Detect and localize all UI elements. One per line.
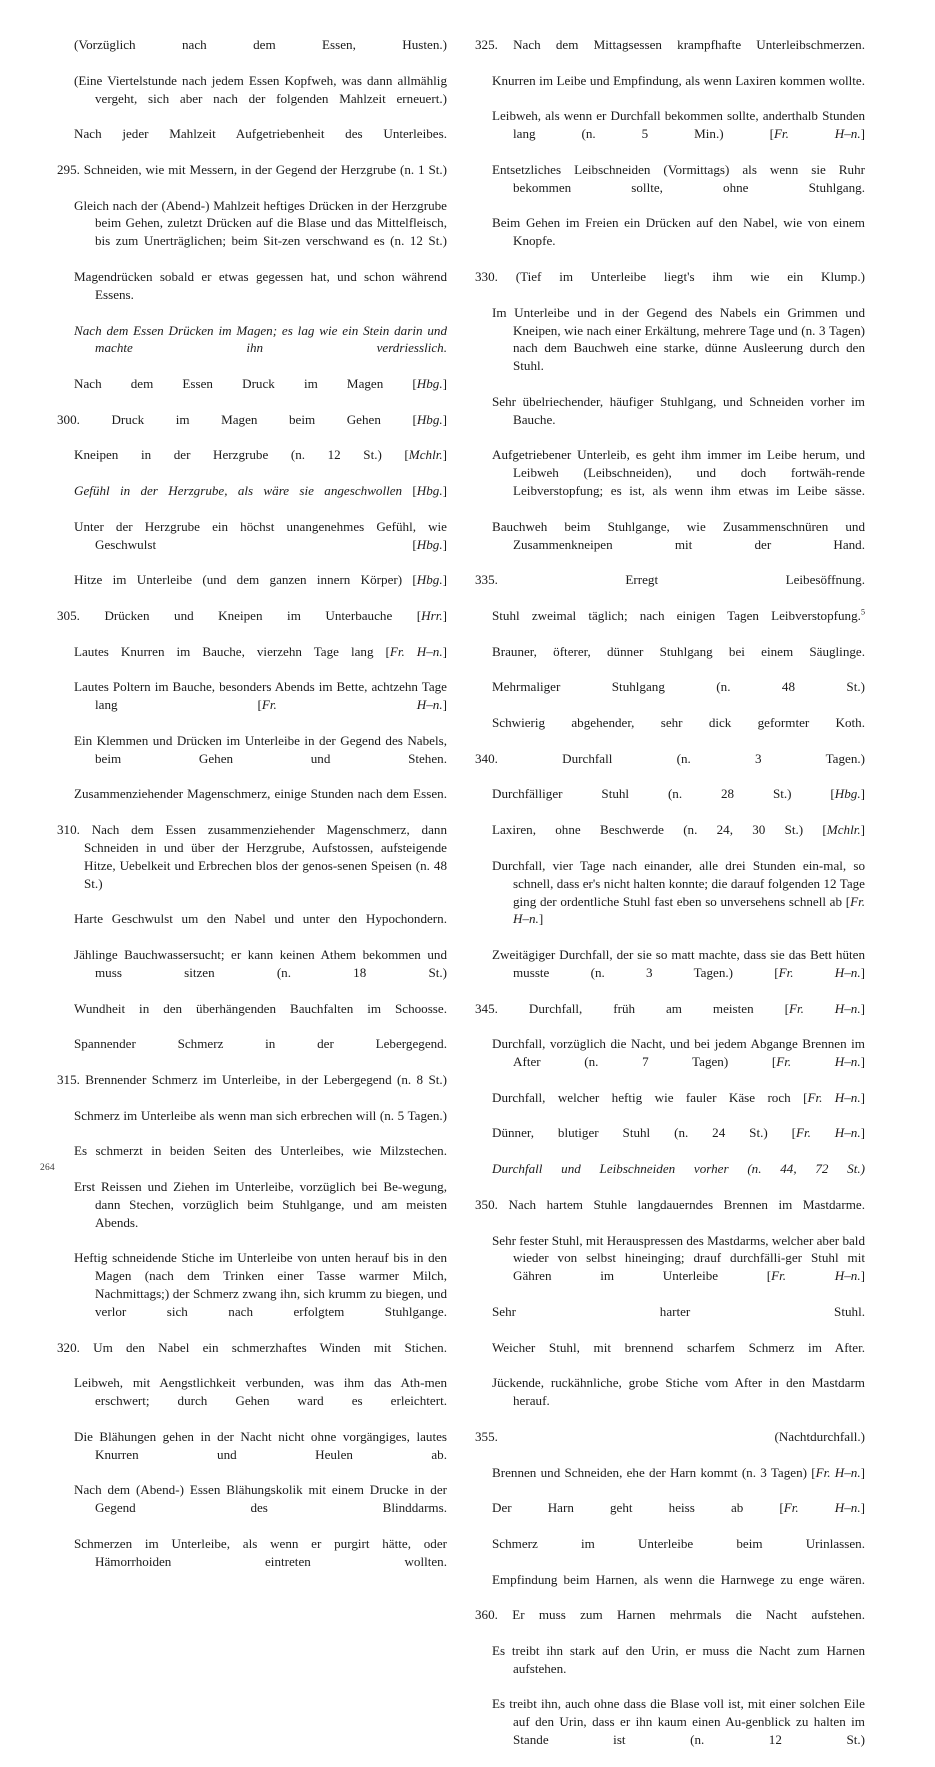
symptom-entry: [475, 1642, 865, 1696]
symptom-entry: [57, 571, 447, 607]
source-bracket-open: [: [767, 1125, 796, 1141]
source-bracket-close: ]: [860, 1268, 865, 1284]
source-bracket-close: ]: [442, 483, 447, 499]
symptom-entry: [475, 304, 865, 393]
entry-text: Schmerz im Unterleibe beim Urinlassen.: [492, 1535, 865, 1551]
source-bracket-close: ]: [442, 608, 447, 623]
entry-number: 345.: [475, 1000, 529, 1016]
entry-text: Knurren im Leibe und Empfindung, als wenn Laxiren kommen wollte.: [492, 72, 865, 88]
symptom-entry: [57, 482, 447, 518]
symptom-entry: [475, 214, 865, 268]
source-bracket-open: [: [753, 1000, 789, 1016]
entry-text: Ein Klemmen und Drücken im Unterleibe in der Gegend des Nabels, beim Gehen und Stehen.: [74, 732, 447, 766]
symptom-entry: [475, 785, 865, 821]
entry-text: (Vorzüglich nach dem Essen, Husten.): [74, 37, 447, 52]
entry-text: Kneipen in der Herzgrube (n. 12 St.): [74, 447, 382, 463]
entry-text: Laxiren, ohne Beschwerde (n. 24, 30 St.): [492, 822, 804, 838]
symptom-entry: [475, 161, 865, 215]
entry-text: Es schmerzt in beiden Seiten des Unterleibes, wie Milzstechen.: [74, 1143, 447, 1159]
source-bracket-open: [: [807, 1464, 816, 1480]
source-abbreviation: Fr. H–n.: [513, 893, 865, 927]
symptom-entry: [57, 678, 447, 732]
symptom-entry: [57, 1428, 447, 1482]
symptom-entry: [57, 446, 447, 482]
source-abbreviation: Fr. H–n.: [788, 1000, 861, 1016]
entry-text: (Tief im Unterleibe liegt's ihm wie ein Klump.): [515, 268, 865, 284]
symptom-entry-numbered: [475, 1196, 865, 1232]
symptom-entry: [57, 1000, 447, 1036]
symptom-entry: [475, 607, 865, 643]
symptom-entry-numbered: [475, 1428, 865, 1464]
entry-text: Bauchweh beim Stuhlgange, wie Zusammenschnüren und Zusammenkneipen mit der Hand.: [492, 518, 865, 552]
source-bracket-open: [: [842, 893, 851, 909]
entry-text: Nach dem Essen Drücken im Magen; es lag wie ein Stein darin und machte ihn verdriesslich.: [74, 322, 447, 356]
symptom-entry: [57, 72, 447, 126]
entry-text: Drücken und Kneipen im Unterbauche: [104, 608, 393, 623]
entry-number: 325.: [475, 37, 514, 52]
entry-text: Wundheit in den überhängenden Bauchfalten im Schoosse.: [74, 1000, 447, 1016]
source-abbreviation: Fr. H–n.: [795, 1125, 861, 1141]
source-bracket-open: [: [383, 376, 417, 392]
symptom-entry-numbered: [57, 411, 447, 447]
symptom-entry: [475, 518, 865, 572]
symptom-entry: [57, 268, 447, 322]
entry-text: Nach dem Mittagsessen krampfhafte Unterleibschmerzen.: [513, 37, 865, 52]
symptom-entry: [475, 1499, 865, 1535]
entry-text: Durchfall, welcher heftig wie fauler Käse roch: [492, 1089, 791, 1105]
symptom-entry-numbered: [475, 571, 865, 607]
source-bracket-close: ]: [860, 1464, 866, 1480]
text-column-right: [475, 36, 865, 1767]
source-bracket-open: [: [718, 1268, 772, 1284]
symptom-entry: [57, 1107, 447, 1143]
symptom-entry: [57, 785, 447, 821]
symptom-entry-numbered: [57, 607, 447, 643]
source-abbreviation: Hbg.: [834, 786, 861, 802]
symptom-entry: [57, 1035, 447, 1071]
entry-text: Schmerz im Unterleibe als wenn man sich erbrechen will (n. 5 Tagen.): [74, 1107, 447, 1123]
source-abbreviation: Fr. H–n.: [778, 964, 861, 980]
entry-text: Nach dem Essen zusammenziehender Magenschmerz, dann Schneiden in und über der Herzgrube, Aufstossen, aufsteigende Hitze, Uebelkeit und Erbrechen blos der genos-senen Speisen (n. 48 St.): [84, 822, 448, 891]
entry-number: 360.: [475, 1607, 513, 1623]
source-bracket-close: ]: [860, 1000, 866, 1016]
entry-text: Der Harn geht heiss ab: [492, 1500, 744, 1516]
entry-text: Die Blähungen gehen in der Nacht nicht ohne vorgängiges, lautes Knurren und Heulen ab.: [74, 1428, 447, 1462]
source-abbreviation: Hbg.: [416, 536, 443, 552]
entry-text: Durchfall und Leibschneiden vorher (n. 44, 72 St.): [492, 1161, 865, 1177]
entry-text: Brauner, öfterer, dünner Stuhlgang bei einem Säuglinge.: [492, 643, 865, 659]
source-bracket-close: ]: [442, 411, 448, 427]
source-bracket-close: ]: [442, 447, 447, 463]
symptom-entry: [57, 732, 447, 786]
entry-text: Mehrmaliger Stuhlgang (n. 48 St.): [492, 679, 865, 695]
source-bracket-open: [: [743, 1500, 784, 1516]
entry-number: 330.: [475, 268, 516, 284]
entry-text: (Nachtdurchfall.): [774, 1428, 865, 1444]
source-abbreviation: Fr. H–n.: [261, 697, 443, 713]
source-bracket-open: [: [791, 786, 835, 802]
source-abbreviation: Hbg.: [416, 376, 443, 392]
entry-number: 340.: [475, 750, 563, 766]
entry-text: (Eine Viertelstunde nach jedem Essen Kopfweh, was dann allmählig vergeht, sich aber nach der folgenden Mahlzeit erneuert.): [74, 72, 447, 106]
source-bracket-open: [: [117, 697, 262, 713]
source-bracket-close: ]: [860, 126, 866, 142]
entry-number: 310.: [57, 822, 92, 838]
symptom-entry-numbered: [57, 821, 447, 910]
entry-number: 315.: [57, 1071, 86, 1087]
symptom-entry: [475, 446, 865, 517]
symptom-entry: [57, 1535, 447, 1589]
entry-text: Druck im Magen beim Gehen: [111, 411, 381, 427]
symptom-entry: [57, 910, 447, 946]
entry-number: 295.: [57, 161, 84, 177]
two-column-text-body: [0, 36, 935, 1767]
entry-text: Heftig schneidende Stiche im Unterleibe von unten herauf bis in den Magen (nach dem Trinken einer Tasse warmer Milch, Nachmittags;) der Schmerz zwang ihn, sich krumm zu biegen, und verlor sich nach erfolgtem Stuhlgange.: [74, 1250, 447, 1319]
source-bracket-open: [: [381, 447, 409, 463]
symptom-entry: [475, 714, 865, 750]
entry-text: Beim Gehen im Freien ein Drücken auf den Nabel, wie von einem Knopfe.: [492, 215, 865, 249]
symptom-entry: [475, 857, 865, 946]
source-abbreviation: Hbg.: [416, 572, 443, 588]
source-abbreviation: Fr. H–n.: [776, 1054, 861, 1070]
symptom-entry: [475, 1535, 865, 1571]
entry-number: 335.: [475, 572, 626, 588]
symptom-entry: [57, 1142, 447, 1178]
entry-text: Gleich nach der (Abend-) Mahlzeit heftiges Drücken in der Herzgrube beim Gehen, zuletzt Drücken auf die Blase und das Mittelfleisch, bis zum Unerträglichen; beim Sit-zen verschwand es (n. 12 St.): [74, 197, 447, 249]
source-bracket-open: [: [373, 643, 390, 659]
source-bracket-open: [: [402, 572, 417, 588]
symptom-entry: [475, 1124, 865, 1160]
symptom-entry: [475, 821, 865, 857]
entry-text: Erregt Leibesöffnung.: [625, 572, 865, 588]
symptom-entry: [57, 1481, 447, 1535]
entry-text: Zusammenziehender Magenschmerz, einige Stunden nach dem Essen.: [74, 786, 447, 802]
entry-text: Durchfall, vorzüglich die Nacht, und bei jedem Abgange Brennen im After (n. 7 Tagen): [492, 1036, 865, 1070]
source-bracket-open: [: [392, 608, 422, 623]
entry-text: Nach jeder Mahlzeit Aufgetriebenheit des Unterleibes.: [74, 126, 447, 142]
symptom-entry-numbered: [475, 1606, 865, 1642]
entry-text: Es treibt ihn stark auf den Urin, er muss die Nacht zum Harnen aufstehen.: [492, 1642, 865, 1676]
entry-text: Nach dem Essen Druck im Magen: [74, 376, 384, 392]
entry-text: Durchfall, früh am meisten: [528, 1000, 754, 1016]
entry-text: Schneiden, wie mit Messern, in der Gegend der Herzgrube (n. 1 St.): [83, 161, 448, 177]
source-abbreviation: Fr. H–n.: [783, 1500, 861, 1516]
source-bracket-open: [: [380, 411, 417, 427]
entry-number: 350.: [475, 1196, 509, 1212]
entry-text: Im Unterleibe und in der Gegend des Nabels ein Grimmen und Kneipen, wie nach einer Erkältung, mehrere Tage und (n. 3 Tagen) nach dem Bauchweh eine starke, dünne Ausleerung durch den Stuhl.: [492, 304, 865, 374]
footnote-marker: 5: [860, 607, 865, 617]
source-bracket-close: ]: [442, 572, 447, 588]
entry-text: Hitze im Unterleibe (und dem ganzen innern Körper): [74, 572, 403, 588]
source-bracket-open: [: [733, 964, 779, 980]
entry-text: Magendrücken sobald er etwas gegessen hat, und schon während Essens.: [74, 268, 447, 302]
source-bracket-open: [: [803, 822, 827, 838]
source-bracket-close: ]: [442, 536, 447, 552]
source-bracket-open: [: [728, 1054, 777, 1070]
entry-text: Stuhl zweimal täglich; nach einigen Tagen Leibverstopfung.: [492, 608, 861, 623]
symptom-entry: [475, 393, 865, 447]
entry-text: Brennender Schmerz im Unterleibe, in der Lebergegend (n. 8 St.): [85, 1071, 448, 1087]
source-bracket-close: ]: [860, 1125, 865, 1141]
symptom-entry-numbered: [475, 750, 865, 786]
entry-text: Lautes Poltern im Bauche, besonders Abends im Bette, achtzehn Tage lang: [74, 679, 447, 713]
symptom-entry-numbered: [475, 1000, 865, 1036]
symptom-entry: [57, 197, 447, 268]
entry-text: Durchfälliger Stuhl (n. 28 St.): [492, 786, 792, 802]
entry-text: Sehr übelriechender, häufiger Stuhlgang, und Schneiden vorher im Bauche.: [492, 393, 865, 427]
source-bracket-open: [: [402, 483, 417, 499]
source-abbreviation: Fr. H–n.: [389, 643, 443, 659]
symptom-entry-numbered: [57, 161, 447, 197]
symptom-entry: [57, 322, 447, 376]
symptom-entry-numbered: [57, 1339, 447, 1375]
entry-text: Entsetzliches Leibschneiden (Vormittags) als wenn sie Ruhr bekommen sollte, ohne Stuhlgang.: [492, 161, 865, 195]
entry-text: Leibweh, als wenn er Durchfall bekommen sollte, anderthalb Stunden lang (n. 5 Min.): [492, 108, 865, 142]
source-bracket-close: ]: [442, 643, 447, 659]
source-bracket-open: [: [156, 536, 417, 552]
source-bracket-close: ]: [442, 376, 447, 392]
entry-text: Unter der Herzgrube ein höchst unangenehmes Gefühl, wie Geschwulst: [74, 518, 447, 552]
source-bracket-close: ]: [860, 1089, 865, 1105]
symptom-entry: [475, 1303, 865, 1339]
symptom-entry-numbered: [475, 268, 865, 304]
source-abbreviation: Fr. H–n.: [773, 126, 861, 142]
symptom-entry: [57, 36, 447, 72]
entry-text: Schwierig abgehender, sehr dick geformter Koth.: [492, 715, 865, 731]
entry-text: Leibweh, mit Aengstlichkeit verbunden, was ihm das Ath-men erschwert; durch Gehen ward es erleichtert.: [74, 1375, 447, 1409]
entry-text: Spannender Schmerz in der Lebergegend.: [74, 1036, 447, 1052]
symptom-entry: [57, 1249, 447, 1338]
entry-text: Zweitägiger Durchfall, der sie so matt machte, dass sie das Bett hüten musste (n. 3 Tagen.): [492, 947, 865, 980]
entry-number: 320.: [57, 1339, 94, 1355]
source-abbreviation: Hbg.: [416, 411, 443, 427]
entry-text: Lautes Knurren im Bauche, vierzehn Tage lang: [74, 643, 374, 659]
symptom-entry: [475, 1160, 865, 1196]
source-bracket-close: ]: [442, 697, 448, 713]
symptom-entry: [475, 1571, 865, 1607]
page-number: 264: [40, 1163, 55, 1173]
entry-text: Durchfall (n. 3 Tagen.): [562, 750, 866, 766]
entry-text: Sehr harter Stuhl.: [492, 1303, 865, 1319]
source-abbreviation: Hrr.: [421, 608, 443, 623]
source-abbreviation: Fr. H–n.: [771, 1268, 861, 1284]
entry-number: 300.: [57, 411, 112, 427]
symptom-entry: [475, 1464, 865, 1500]
symptom-entry: [475, 946, 865, 1000]
symptom-entry: [475, 1695, 865, 1766]
entry-number: 355.: [475, 1428, 775, 1444]
source-abbreviation: Fr. H–n.: [815, 1464, 861, 1480]
source-abbreviation: Hbg.: [416, 483, 443, 499]
symptom-entry: [57, 375, 447, 411]
entry-text: Nach dem (Abend-) Essen Blähungskolik mit einem Drucke in der Gegend des Blinddarms.: [74, 1482, 447, 1516]
symptom-entry: [57, 1178, 447, 1249]
entry-text: Um den Nabel ein schmerzhaftes Winden mit Stichen.: [93, 1339, 447, 1355]
source-bracket-close: ]: [860, 1054, 865, 1070]
symptom-entry: [475, 1035, 865, 1089]
entry-text: Erst Reissen und Ziehen im Unterleibe, vorzüglich bei Be-wegung, dann Stechen, vorzüglich beim Stuhlgange, und am meisten Abends.: [74, 1179, 447, 1230]
symptom-entry: [57, 518, 447, 572]
entry-text: Durchfall, vier Tage nach einander, alle drei Stunden ein-mal, so schnell, dass er's nicht halten konnte; die darauf folgenden 12 Tage ging der ordentliche Stuhl fast eben so unversehens schnell ab: [492, 857, 865, 909]
entry-text: Brennen und Schneiden, ehe der Harn kommt (n. 3 Tagen): [492, 1464, 807, 1480]
entry-text: Nach hartem Stuhle langdauerndes Brennen im Mastdarme.: [508, 1196, 865, 1212]
source-bracket-close: ]: [538, 911, 544, 927]
source-bracket-open: [: [790, 1089, 808, 1105]
source-bracket-close: ]: [860, 786, 865, 802]
entry-number: 305.: [57, 608, 105, 623]
symptom-entry-numbered: [475, 36, 865, 72]
symptom-entry: [57, 1374, 447, 1428]
source-bracket-close: ]: [860, 822, 865, 838]
entry-text: Jückende, ruckähnliche, grobe Stiche vom After in den Mastdarm herauf.: [492, 1375, 865, 1409]
source-abbreviation: Mchlr.: [826, 822, 861, 838]
source-bracket-close: ]: [860, 1500, 865, 1516]
entry-text: Weicher Stuhl, mit brennend scharfem Schmerz im After.: [492, 1339, 865, 1355]
symptom-entry: [475, 72, 865, 108]
entry-text: Es treibt ihn, auch ohne dass die Blase voll ist, mit einer solchen Eile auf den Urin, dass er ihn kaum einen Au-genblick zu halten im Stande ist (n. 12 St.): [492, 1696, 865, 1748]
source-abbreviation: Fr. H–n.: [807, 1089, 861, 1105]
source-abbreviation: Mchlr.: [408, 447, 443, 463]
symptom-entry: [57, 946, 447, 1000]
entry-text: Er muss zum Harnen mehrmals die Nacht aufstehen.: [512, 1607, 866, 1623]
symptom-entry: [475, 1339, 865, 1375]
entry-text: Dünner, blutiger Stuhl (n. 24 St.): [492, 1125, 768, 1141]
entry-text: Sehr fester Stuhl, mit Herauspressen des Mastdarms, welcher aber bald wieder von selbst hineinging; drauf durchfälli-ger Stuhl mit Gähren im Unterleibe: [492, 1232, 865, 1284]
entry-text: Empfindung beim Harnen, als wenn die Harnwege zu enge wären.: [492, 1571, 865, 1587]
entry-text: Schmerzen im Unterleibe, als wenn er purgirt hätte, oder Hämorrhoiden eintreten wollten.: [74, 1535, 447, 1569]
symptom-entry-numbered: [57, 1071, 447, 1107]
symptom-entry: [57, 125, 447, 161]
symptom-entry: [475, 1374, 865, 1428]
source-bracket-close: ]: [860, 964, 865, 980]
symptom-entry: [57, 643, 447, 679]
entry-text: Gefühl in der Herzgrube, als wäre sie angeschwollen: [74, 483, 403, 499]
symptom-entry: [475, 1232, 865, 1303]
symptom-entry: [475, 107, 865, 161]
entry-text: Aufgetriebener Unterleib, es geht ihm immer im Leibe herum, und Leibweh (Leibschneiden), und doch fortwäh-rende Leibverstopfung; es ist, als wenn ihm etwas im Leibe sässe.: [492, 447, 865, 499]
symptom-entry: [475, 1089, 865, 1125]
symptom-entry: [475, 643, 865, 679]
entry-text: Harte Geschwulst um den Nabel und unter den Hypochondern.: [74, 911, 447, 927]
entry-text: Jählinge Bauchwassersucht; er kann keinen Athem bekommen und muss sitzen (n. 18 St.): [74, 947, 447, 980]
symptom-entry: [475, 678, 865, 714]
text-column-left: [57, 36, 447, 1588]
source-bracket-open: [: [723, 126, 774, 142]
